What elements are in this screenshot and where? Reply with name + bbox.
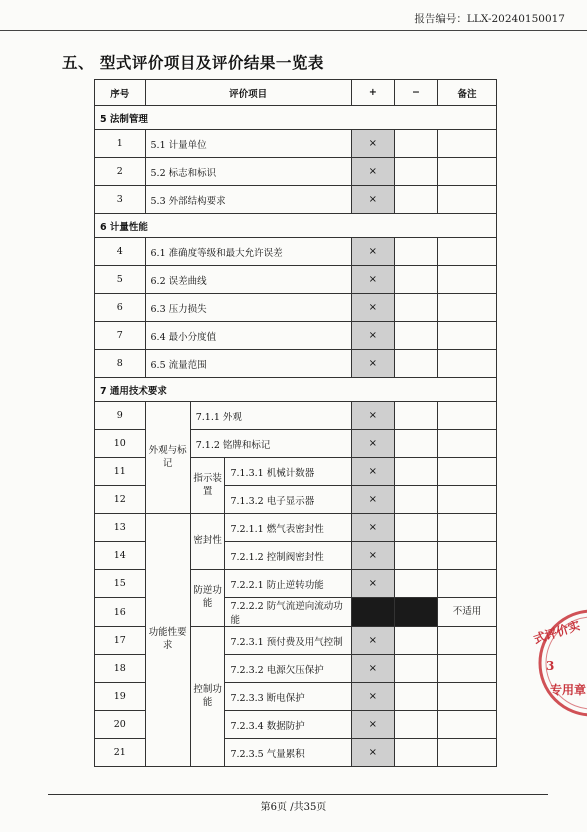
row-minus <box>394 570 437 598</box>
header-rule <box>0 30 587 31</box>
row-minus <box>394 350 437 378</box>
table-row <box>95 402 497 430</box>
row-seq: 21 <box>95 739 146 767</box>
row-seq: 9 <box>95 402 146 430</box>
row-item: 5.1 计量单位 <box>145 130 351 158</box>
row-item: 5.3 外部结构要求 <box>145 186 351 214</box>
row-note <box>438 266 497 294</box>
row-plus: × <box>351 158 394 186</box>
row-item: 7.1.1 外观 <box>190 402 351 430</box>
section-row <box>95 106 497 130</box>
table-row <box>95 350 497 378</box>
section-heading: 7 通用技术要求 <box>95 378 497 402</box>
row-item: 7.2.2.2 防气流逆向流动功能 <box>225 598 351 627</box>
row-plus: × <box>351 570 394 598</box>
section-row <box>95 378 497 402</box>
row-item: 7.2.3.5 气量累积 <box>225 739 351 767</box>
row-note <box>438 130 497 158</box>
row-note <box>438 655 497 683</box>
table-row <box>95 266 497 294</box>
row-seq: 8 <box>95 350 146 378</box>
evaluation-table <box>94 79 497 767</box>
group-seal: 密封性 <box>190 514 225 570</box>
row-minus <box>394 130 437 158</box>
footer-rule <box>48 794 548 795</box>
row-minus <box>394 458 437 486</box>
row-minus <box>394 158 437 186</box>
row-note <box>438 458 497 486</box>
row-minus <box>394 430 437 458</box>
section-title: 五、 型式评价项目及评价结果一览表 <box>62 53 324 72</box>
page-number: 第6页 /共35页 <box>260 802 327 813</box>
row-plus: × <box>351 711 394 739</box>
row-plus: × <box>351 627 394 655</box>
row-minus <box>394 294 437 322</box>
group-appearance: 外观与标记 <box>145 402 190 514</box>
group-reverse: 防逆功能 <box>190 570 225 627</box>
group-function: 功能性要求 <box>145 514 190 767</box>
row-seq: 10 <box>95 430 146 458</box>
row-item: 7.2.3.3 断电保护 <box>225 683 351 711</box>
row-seq: 13 <box>95 514 146 542</box>
row-seq: 19 <box>95 683 146 711</box>
row-note <box>438 430 497 458</box>
row-plus: × <box>351 350 394 378</box>
row-plus <box>351 598 394 627</box>
row-note <box>438 711 497 739</box>
row-note <box>438 570 497 598</box>
row-plus: × <box>351 402 394 430</box>
row-minus <box>394 542 437 570</box>
row-note <box>438 350 497 378</box>
section-heading: 6 计量性能 <box>95 214 497 238</box>
row-note <box>438 542 497 570</box>
row-item: 7.2.1.2 控制阀密封性 <box>225 542 351 570</box>
row-minus <box>394 266 437 294</box>
table-row <box>95 130 497 158</box>
row-item: 7.1.2 铭牌和标记 <box>190 430 351 458</box>
row-note <box>438 158 497 186</box>
row-seq: 11 <box>95 458 146 486</box>
official-seal-icon <box>526 608 587 718</box>
header-note: 备注 <box>438 80 497 106</box>
table-row <box>95 514 497 542</box>
row-seq: 1 <box>95 130 146 158</box>
row-minus <box>394 627 437 655</box>
row-seq: 5 <box>95 266 146 294</box>
row-seq: 6 <box>95 294 146 322</box>
row-plus: × <box>351 186 394 214</box>
row-plus: × <box>351 322 394 350</box>
row-note <box>438 294 497 322</box>
svg-text:式评价实: 式评价实 <box>531 618 582 647</box>
row-minus <box>394 322 437 350</box>
row-plus: × <box>351 514 394 542</box>
table-row <box>95 294 497 322</box>
row-plus: × <box>351 238 394 266</box>
row-item: 6.3 压力损失 <box>145 294 351 322</box>
group-control: 控制功能 <box>190 627 225 767</box>
section-heading: 5 法制管理 <box>95 106 497 130</box>
row-plus: × <box>351 486 394 514</box>
row-note <box>438 402 497 430</box>
row-minus <box>394 486 437 514</box>
row-plus: × <box>351 130 394 158</box>
row-minus <box>394 683 437 711</box>
row-seq: 16 <box>95 598 146 627</box>
section-row <box>95 214 497 238</box>
row-minus <box>394 402 437 430</box>
table-body <box>95 106 497 767</box>
row-seq: 4 <box>95 238 146 266</box>
row-seq: 17 <box>95 627 146 655</box>
report-number: 报告编号：LLX-20240150017 <box>414 13 565 25</box>
row-item: 7.2.3.1 预付费及用气控制 <box>225 627 351 655</box>
header-seq: 序号 <box>95 80 146 106</box>
row-seq: 7 <box>95 322 146 350</box>
row-note <box>438 627 497 655</box>
row-minus <box>394 514 437 542</box>
row-note <box>438 186 497 214</box>
row-note <box>438 322 497 350</box>
header-plus: + <box>351 80 394 106</box>
table-row <box>95 322 497 350</box>
row-item: 7.2.1.1 燃气表密封性 <box>225 514 351 542</box>
row-seq: 18 <box>95 655 146 683</box>
row-item: 7.2.3.4 数据防护 <box>225 711 351 739</box>
row-item: 7.1.3.1 机械计数器 <box>225 458 351 486</box>
svg-text:专用章: 专用章 <box>550 683 587 697</box>
row-plus: × <box>351 294 394 322</box>
row-seq: 3 <box>95 186 146 214</box>
row-plus: × <box>351 655 394 683</box>
row-minus <box>394 186 437 214</box>
row-plus: × <box>351 458 394 486</box>
row-minus <box>394 655 437 683</box>
row-item: 7.2.3.2 电源欠压保护 <box>225 655 351 683</box>
row-plus: × <box>351 683 394 711</box>
row-note <box>438 238 497 266</box>
row-seq: 20 <box>95 711 146 739</box>
row-plus: × <box>351 430 394 458</box>
row-note: 不适用 <box>438 598 497 627</box>
header-item: 评价项目 <box>145 80 351 106</box>
row-note <box>438 486 497 514</box>
row-item: 6.5 流量范围 <box>145 350 351 378</box>
table-header-row <box>95 80 497 106</box>
header-minus: − <box>394 80 437 106</box>
row-minus <box>394 598 437 627</box>
row-note <box>438 514 497 542</box>
row-item: 5.2 标志和标识 <box>145 158 351 186</box>
row-item: 7.2.2.1 防止逆转功能 <box>225 570 351 598</box>
table-row <box>95 186 497 214</box>
row-minus <box>394 739 437 767</box>
row-note <box>438 683 497 711</box>
group-indicator: 指示装置 <box>190 458 225 514</box>
table-row <box>95 158 497 186</box>
row-plus: × <box>351 739 394 767</box>
row-seq: 15 <box>95 570 146 598</box>
row-item: 6.1 准确度等级和最大允许误差 <box>145 238 351 266</box>
row-note <box>438 739 497 767</box>
row-item: 6.2 误差曲线 <box>145 266 351 294</box>
row-item: 6.4 最小分度值 <box>145 322 351 350</box>
row-minus <box>394 238 437 266</box>
row-minus <box>394 711 437 739</box>
row-item: 7.1.3.2 电子显示器 <box>225 486 351 514</box>
row-seq: 14 <box>95 542 146 570</box>
row-seq: 2 <box>95 158 146 186</box>
row-plus: × <box>351 542 394 570</box>
svg-text:3: 3 <box>546 659 555 673</box>
table-row <box>95 238 497 266</box>
row-seq: 12 <box>95 486 146 514</box>
row-plus: × <box>351 266 394 294</box>
